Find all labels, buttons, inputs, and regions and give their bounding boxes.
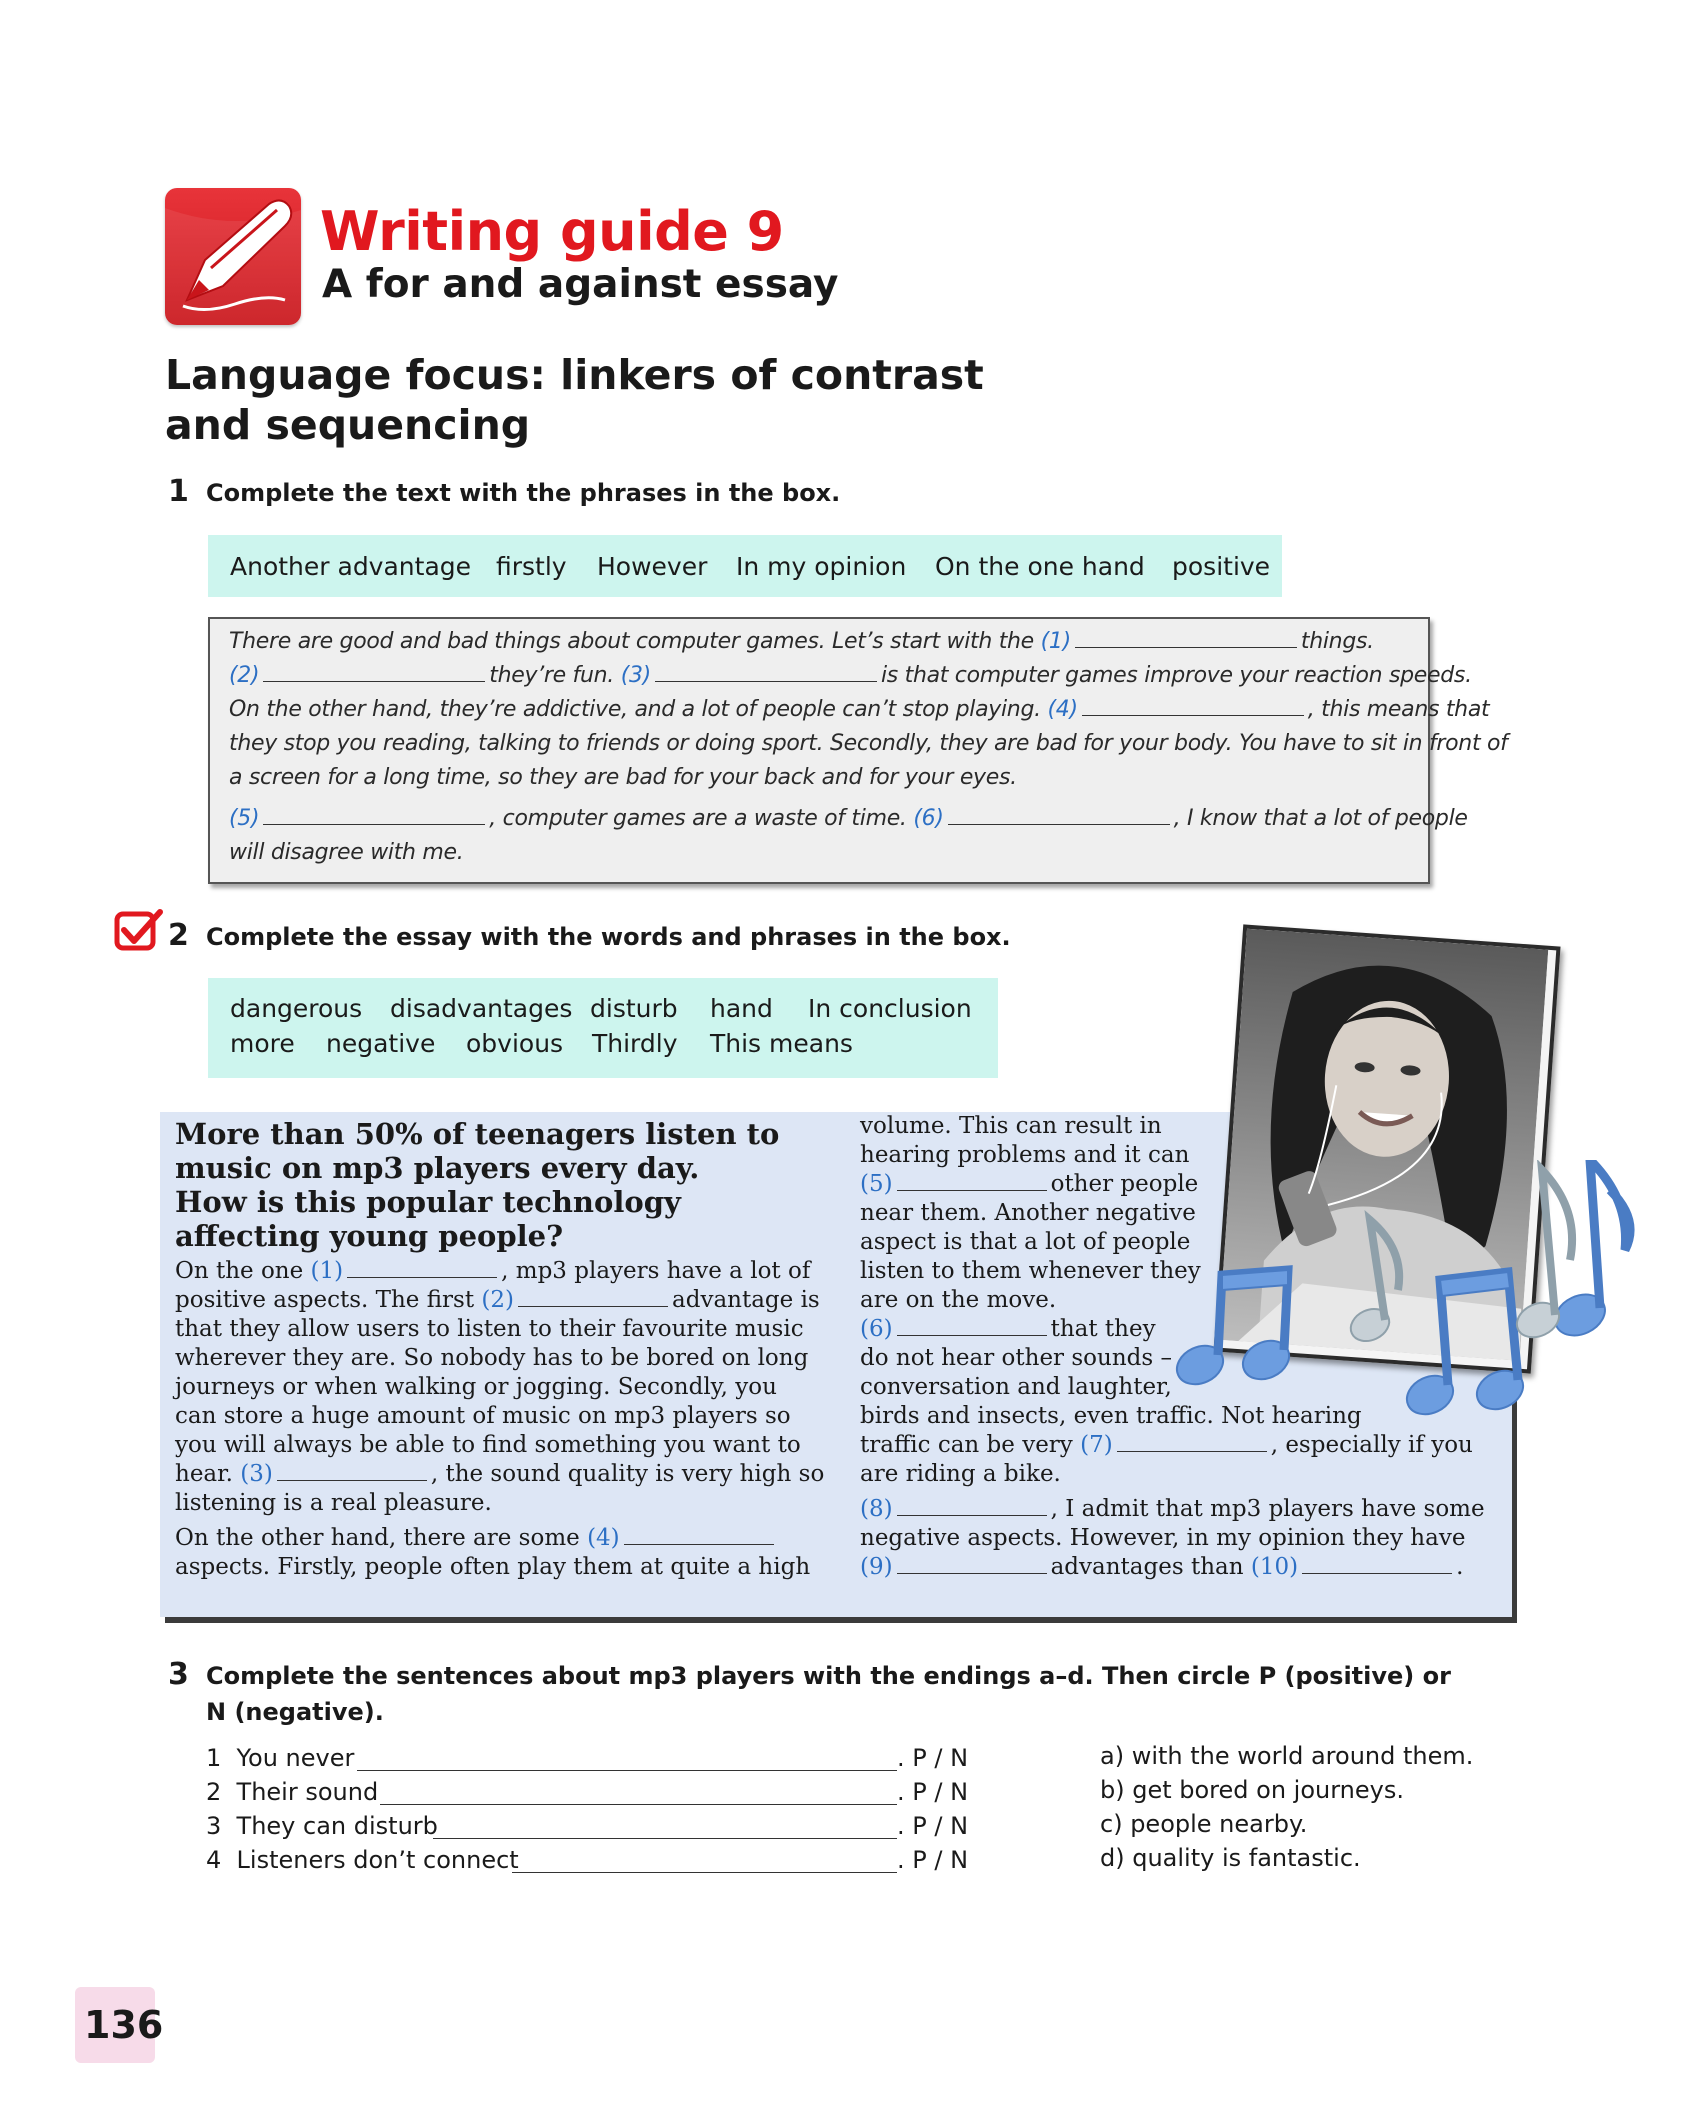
word-item: Thirdly xyxy=(592,1029,678,1058)
essay-line: do not hear other sounds – xyxy=(860,1345,1172,1371)
sentence-item-4: 4 Listeners don’t connect xyxy=(206,1846,519,1874)
essay-line: listening is a real pleasure. xyxy=(175,1490,492,1516)
essay-line: positive aspects. The first (2) advantage is xyxy=(175,1287,820,1313)
sentence-blank-2[interactable] xyxy=(380,1804,897,1805)
phrase-item: However xyxy=(597,552,708,581)
word-item: negative xyxy=(326,1029,436,1058)
answer-blank-1[interactable] xyxy=(1075,646,1297,648)
essay-line: are on the move. xyxy=(860,1287,1057,1313)
section-heading-line1: Language focus: linkers of contrast xyxy=(165,351,984,399)
checkmark-icon xyxy=(114,908,164,952)
gap-number: (6) xyxy=(913,806,944,831)
essay-blank-10[interactable] xyxy=(1302,1572,1452,1574)
essay-line: birds and insects, even traffic. Not hearing xyxy=(860,1403,1362,1429)
exercise-3-instruction-line2: N (negative). xyxy=(206,1698,384,1726)
essay-line: can store a huge amount of music on mp3 players so xyxy=(175,1403,791,1429)
essay-line: near them. Another negative xyxy=(860,1200,1196,1226)
essay-blank-8[interactable] xyxy=(897,1514,1047,1516)
text-line: (2) they’re fun. (3) is that computer games improve your reaction speeds. xyxy=(229,663,1472,688)
exercise-1-number: 1 xyxy=(168,474,189,509)
word-item: This means xyxy=(710,1029,853,1058)
handwritten-text-box xyxy=(208,617,1508,884)
text-line: On the other hand, they’re addictive, and a lot of people can’t stop playing. (4) , this means that xyxy=(229,697,1490,722)
word-item: dangerous xyxy=(230,994,363,1023)
phrase-item: firstly xyxy=(496,552,567,581)
essay-line: aspects. Firstly, people often play them at quite a high xyxy=(175,1554,811,1580)
essay-line: wherever they are. So nobody has to be bored on long xyxy=(175,1345,809,1371)
gap-number: (5) xyxy=(229,806,260,831)
exercise-2-number: 2 xyxy=(168,918,189,953)
word-item: hand xyxy=(710,994,773,1023)
exercise-2-instruction: Complete the essay with the words and phrases in the box. xyxy=(206,923,1011,951)
sentence-item-1: 1 You never xyxy=(206,1744,355,1772)
essay-line: On the other hand, there are some (4) xyxy=(175,1524,778,1553)
gap-number: (3) xyxy=(620,663,651,688)
essay-blank-3[interactable] xyxy=(277,1479,427,1481)
essay-heading-line: affecting young people? xyxy=(175,1219,564,1253)
exercise-3-number: 3 xyxy=(168,1657,189,1692)
music-notes-icon xyxy=(1170,1160,1650,1480)
sentence-blank-1[interactable] xyxy=(357,1770,897,1771)
answer-blank-6[interactable] xyxy=(948,823,1170,825)
word-box-2 xyxy=(208,978,998,1078)
essay-line: negative aspects. However, in my opinion they have xyxy=(860,1525,1466,1551)
essay-line: On the one (1) , mp3 players have a lot of xyxy=(175,1258,811,1284)
ending-a: a) with the world around them. xyxy=(1100,1742,1474,1770)
essay-line: journeys or when walking or jogging. Secondly, you xyxy=(175,1374,777,1400)
ending-c: c) people nearby. xyxy=(1100,1810,1308,1838)
essay-heading-line: More than 50% of teenagers listen to xyxy=(175,1117,780,1151)
answer-blank-5[interactable] xyxy=(263,823,485,825)
text-line: There are good and bad things about computer games. Let’s start with the (1) things. xyxy=(229,629,1374,654)
p-n-choice-1[interactable]: . P / N xyxy=(897,1744,969,1772)
essay-blank-6[interactable] xyxy=(897,1334,1047,1336)
sentence-item-3: 3 They can disturb xyxy=(206,1812,438,1840)
essay-blank-1[interactable] xyxy=(347,1276,497,1278)
essay-line: listen to them whenever they xyxy=(860,1258,1201,1284)
essay-blank-5[interactable] xyxy=(897,1189,1047,1191)
sentence-blank-4[interactable] xyxy=(512,1872,897,1873)
p-n-choice-2[interactable]: . P / N xyxy=(897,1778,969,1806)
essay-blank-9[interactable] xyxy=(897,1572,1047,1574)
essay-line: hearing problems and it can xyxy=(860,1142,1190,1168)
p-n-choice-4[interactable]: . P / N xyxy=(897,1846,969,1874)
essay-blank-2[interactable] xyxy=(518,1305,668,1307)
text-line: they stop you reading, talking to friends or doing sport. Secondly, they are bad for your body. You have to sit in front of xyxy=(229,731,1508,756)
text-line: a screen for a long time, so they are bad for your back and for your eyes. xyxy=(229,765,1017,790)
text-line: (5) , computer games are a waste of time. (6) , I know that a lot of people xyxy=(229,806,1468,831)
word-item: disadvantages xyxy=(390,994,573,1023)
essay-line: (8) , I admit that mp3 players have some xyxy=(860,1496,1485,1522)
essay-line: (9) advantages than (10) . xyxy=(860,1554,1464,1580)
essay-blank-4[interactable] xyxy=(624,1543,774,1545)
phrase-box-1 xyxy=(208,535,1282,597)
answer-blank-2[interactable] xyxy=(263,680,485,682)
guide-subtitle: A for and against essay xyxy=(322,262,839,307)
exercise-3-instruction-line1: Complete the sentences about mp3 players with the endings a–d. Then circle P (positive) or xyxy=(206,1662,1451,1690)
answer-blank-4[interactable] xyxy=(1082,714,1304,716)
phrase-item: In my opinion xyxy=(736,552,907,581)
sentence-item-2: 2 Their sound xyxy=(206,1778,379,1806)
sentence-blank-3[interactable] xyxy=(433,1838,897,1839)
essay-heading-line: music on mp3 players every day. xyxy=(175,1151,700,1185)
word-item: obvious xyxy=(466,1029,564,1058)
page-number: 136 xyxy=(84,2003,164,2047)
essay-line: (6) that they xyxy=(860,1316,1156,1342)
word-item: more xyxy=(230,1029,295,1058)
essay-line: aspect is that a lot of people xyxy=(860,1229,1191,1255)
exercise-1-instruction: Complete the text with the phrases in the box. xyxy=(206,479,841,507)
gap-number: (2) xyxy=(229,663,260,688)
ending-d: d) quality is fantastic. xyxy=(1100,1844,1361,1872)
section-heading-line2: and sequencing xyxy=(165,401,531,449)
ending-b: b) get bored on journeys. xyxy=(1100,1776,1404,1804)
phrase-item: On the one hand xyxy=(935,552,1145,581)
pen-icon xyxy=(165,188,301,325)
answer-blank-3[interactable] xyxy=(655,680,877,682)
essay-line: traffic can be very (7) , especially if you xyxy=(860,1432,1473,1458)
p-n-choice-3[interactable]: . P / N xyxy=(897,1812,969,1840)
phrase-item: positive xyxy=(1172,552,1271,581)
gap-number: (1) xyxy=(1040,629,1071,654)
guide-title: Writing guide 9 xyxy=(320,200,784,263)
phrase-item: Another advantage xyxy=(230,552,472,581)
essay-line: volume. This can result in xyxy=(860,1113,1162,1139)
essay-line: conversation and laughter, xyxy=(860,1374,1172,1400)
word-item: In conclusion xyxy=(808,994,972,1023)
gap-number: (4) xyxy=(1047,697,1078,722)
text-line: will disagree with me. xyxy=(229,840,464,865)
essay-line: hear. (3) , the sound quality is very high so xyxy=(175,1461,825,1487)
essay-line: you will always be able to find something you want to xyxy=(175,1432,801,1458)
essay-heading-line: How is this popular technology xyxy=(175,1185,681,1219)
section-heading xyxy=(165,350,985,450)
word-item: disturb xyxy=(590,994,678,1023)
essay-line: are riding a bike. xyxy=(860,1461,1061,1487)
essay-line: (5) other people xyxy=(860,1171,1199,1197)
essay-line: that they allow users to listen to their favourite music xyxy=(175,1316,804,1342)
